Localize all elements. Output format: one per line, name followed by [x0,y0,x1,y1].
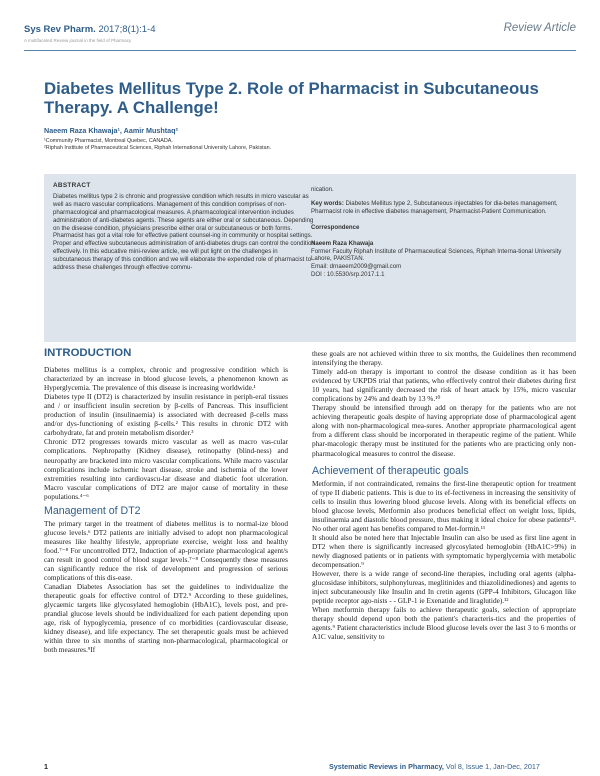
correspondence-heading: Correspondence [311,223,360,231]
achievement-paragraph-2: It should also be noted here that Injectable Insulin can also be used as first line agent in DT2 when there is significantly increased glycosylated hemoglobin (HbA1C>9%) in newly diagnosed patients or in patients with symptomatic hyperglycemia with metabolic decompensation.⁹ [312,532,576,570]
correspondence-address: Former Faculty Riphah Institute of Pharmaceutical Sciences, Riphah Interna-tional University Lahore, PAKISTAN. [311,247,562,263]
correspondence-name: Naeem Raza Khawaja [311,239,374,247]
abstract-continued: nication. [311,186,334,193]
abstract-left [53,182,315,272]
right-paragraph-1: these goals are not achieved within three to six months, the Guidelines then recommend intensifying the therapy. [312,349,576,368]
management-paragraph-1: The primary target in the treatment of diabetes mellitus is to normal-ize blood glucose levels.⁶ DT2 patients are initially advised to adopt non pharmacological measures like healthy lifestyle, appropriate exercise, weight loss and healthy food.⁷⁻⁸ For uncontrolled DT2, Induction of ap-propriate pharmacological agent/s can result in good control of blood sugar levels.⁷⁻⁸ Consequently these measures can significantly reduce the risk of development and progression of serious complications of this dis-ease. [44,518,288,583]
management-heading: Management of DT2 [44,504,141,517]
intro-paragraph-2: Diabetes type II (DT2) is characterized by insulin resistance in periph-eral tissues and / or insufficient insulin secretion by β-cells of Pancreas. This insufficient production of insulin (insulinaemia) is associated with decreased β-cells mass and/or dys-functioning of existing β-cells.² This results in chronic DT2 with carbohydrate, fat and protein metabolism disorder.³ [44,392,288,438]
keywords: Key words: Diabetes Mellitus type 2, Subcutaneous injectables for dia-betes management, Pharmacist role in effective diabetes management, Pharmacist-Patient Communication. [311,199,558,215]
achievement-paragraph-4: When metformin therapy fails to achieve therapeutic goals, selection of appropriate therapy should depend upon both the patient's characteris-tics and the properties of agents.⁹ Patient characteristics include Blood glucose levels over the last 3 to 6 months or A1C value, sensitivity to [312,605,576,642]
abstract-right [311,186,569,279]
left-column [44,349,288,655]
author-list: Naeem Raza Khawaja¹, Aamir Mushtaq² [44,126,178,135]
journal-citation: Sys Rev Pharm. 2017;8(1):1-4 [24,24,156,35]
achievement-paragraph-3: However, there is a wide range of second-line therapies, including oral agents (alpha-glucosidase inhibitors, sulphonylureas, meglitinides and thiazolidinediones) and agents to inject subcutaneously like Insulin and In cretin agents (GPP-4 Inhibitors, Glucagon like peptide receptor ago-nists - - GLP-1 ie Exenatide and liraglutide).¹² [312,569,576,606]
article-type: Review Article [503,22,576,34]
doi[interactable]: DOI : 10.5530/srp.2017.1.1 [311,271,385,279]
abstract-heading: ABSTRACT [53,182,91,189]
achievement-paragraph-1: Metformin, if not contraindicated, remains the first-line therapeutic option for treatment of type II diabetic patients. This is due to its ef-fectiveness in increasing the sensitivity of cells to insulin thus lowering blood glucose levels. Along with its beneficial effects on blood glucose levels, Metformin also produces beneficial effect on weight loss, lipids, insulinaemia and diastolic blood pressure, thus making it ideal choice for obese patients¹¹. No other oral agent has benefits compared to Met-formin.¹¹ [312,478,576,533]
introduction-heading: INTRODUCTION [44,347,132,359]
abstract-text: Diabetes mellitus type 2 is chronic and progressive condition which results in micro vascular as well as macro vascular complications. Management of this condition comprises of non-pharmacological and pharmacological measures. A pharmacological intervention includes administration of anti-diabetes agents. These agents are either oral or subcutaneous. Depending on the disease condition, physicians prescribe either oral or subcutaneous or both forms. Pharmacist has got a vital role for effective patient counsel-ing in community or hospital settings. Proper and effective subcutaneous administration of anti-diabetes drugs can control the condition effectively. In this educative mini-review article, we will put light on the challenges in subcutaneous therapy of this condition and we will elaborate the expended role of pharmacist to address these challenges through effective commu- [53,192,315,272]
journal-subline: A multifaceted Review journal in the field of Pharmacy [24,38,132,43]
intro-paragraph-3: Chronic DT2 progresses towards micro vascular as well as macro vas-cular complications. Nephropathy (Kidney disease), retinopathy (blind-ness) and neuropathy are bracketed into micro vascular complications. While macro vascular complications include ischemic heart disease, stroke and ischemia of the lower extremities resulting into cardiovascu-lar disease and diabetic foot ulceration. Macro vascular complications of DT2 are major cause of mortality in these populations.⁴⁻⁶ [44,437,288,501]
intro-paragraph-1: Diabetes mellitus is a complex, chronic and progressive condition which is characterized by an increase in blood glucose levels, a phenomenon known as Hyperglycemia. The prevalence of this disease is increasing worldwide.¹ [44,365,288,393]
affiliation-1: ¹Community Pharmacist, Montreal Quebec, CANADA. [44,138,173,144]
correspondence-email[interactable]: Email: drnaeem2009@gmail.com [311,263,402,271]
right-column [312,349,576,641]
header-divider [24,50,576,51]
affiliation-2: ²Riphah Institute of Pharmaceutical Sciences, Riphah International University Lahore, Pakistan. [44,145,272,151]
abstract-box [44,174,576,342]
right-paragraph-2: Timely add-on therapy is important to control the disease condition as it has been evidenced by UKPDS trial that patients, who effectively control their diabetes during first 10 years, had significantly decreased the risk of heart attack by 15%, micro vascular complications by 24% and death by 13 %.¹⁰ [312,367,576,404]
footer-citation: Systematic Reviews in Pharmacy, Vol 8, Issue 1, Jan-Dec, 2017 [329,762,540,771]
page-number: 1 [44,762,48,771]
right-paragraph-3: Therapy should be intensified through add on therapy for the patients who are not achieving therapeutic goals despite of having appropriate dose of pharmacological agent along with non-pharmacological mea-sures. Another appropriate pharmacological agent from a different class should be incorporated in therapeutic regime of the patient. While phar-macologic therapy must be instituted for the patients who are practicing only non-pharmacological measures to control the disease. [312,403,576,458]
achievement-heading: Achievement of therapeutic goals [312,464,469,477]
article-title: Diabetes Mellitus Type 2. Role of Pharmacist in Subcutaneous Therapy. A Challenge! [44,79,539,117]
management-paragraph-2: Canadian Diabetes Association has set the guidelines to individualize the therapeutic goals for effective control of DT2.⁹ According to these guidelines, glycaemic targets like glycosylated hemoglobin (HbA1C), levels post, and pre-prandial glucose levels should be individualized for each patient depending upon age, risk of hypoglycemia, presence of co morbidities (cardiovascular disease, kidney disease), and life expectancy. The set therapeutic goals must be achieved within three to six months of starting non-pharmacological, pharmacological or both measures.⁹If [44,582,288,655]
page-footer [44,762,576,771]
page-header [24,24,576,43]
